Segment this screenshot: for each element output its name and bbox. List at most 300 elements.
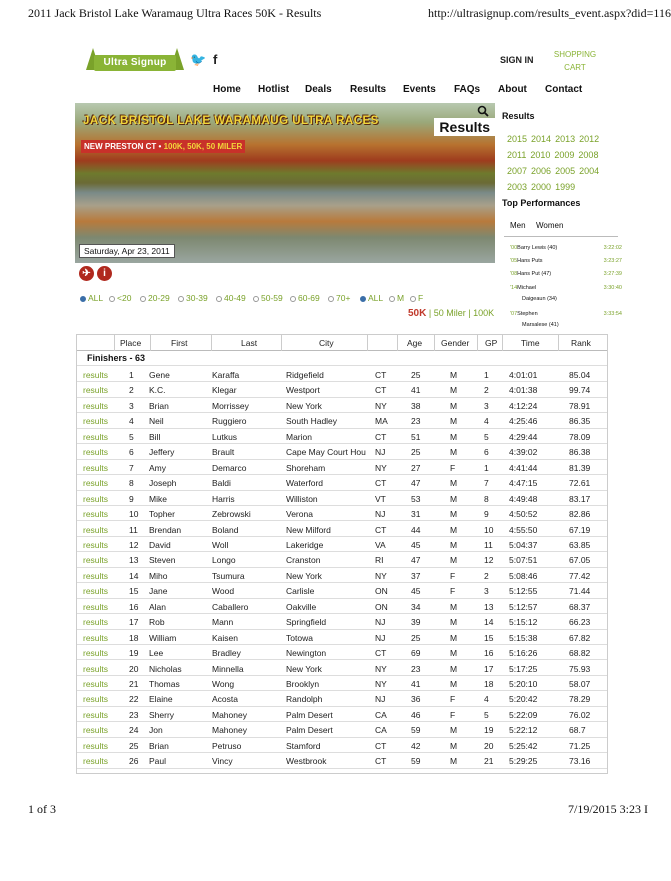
- cell-last-name: Klegar: [212, 385, 237, 396]
- tab-men[interactable]: Men: [510, 221, 526, 230]
- cell-results-link[interactable]: results: [83, 586, 109, 597]
- cell-city: New York: [286, 663, 322, 674]
- cell-last-name: Bradley: [212, 648, 241, 659]
- cell-results-link[interactable]: results: [83, 493, 109, 504]
- cell-age: 45: [411, 539, 421, 550]
- nav-contact[interactable]: Contact: [545, 84, 583, 95]
- cell-gender-place: 11: [484, 539, 493, 550]
- filter-age-40-49[interactable]: 40-49: [216, 293, 246, 303]
- cell-age: 25: [411, 632, 421, 643]
- radio-icon: [410, 296, 416, 302]
- cell-gender-place: 15: [484, 632, 494, 643]
- cell-time: 5:22:09: [509, 709, 538, 720]
- cell-place: 26: [129, 756, 139, 767]
- radio-icon: [178, 296, 184, 302]
- cell-city: Palm Desert: [286, 725, 333, 736]
- cell-last-name: Demarco: [212, 462, 247, 473]
- cell-state: CT: [375, 524, 387, 535]
- cell-rank: 63.85: [569, 539, 591, 550]
- cell-results-link[interactable]: results: [83, 709, 109, 720]
- cell-state: RI: [375, 555, 384, 566]
- cell-results-link[interactable]: results: [83, 694, 109, 705]
- cell-age: 27: [411, 462, 421, 473]
- table-row: [77, 460, 607, 475]
- top-performance-item[interactable]: '07Stephen 3:33:54 Marsalese (41): [510, 311, 622, 328]
- year-link[interactable]: 2006: [531, 166, 552, 176]
- table-row: [77, 568, 607, 583]
- cell-time: 5:22:12: [509, 725, 538, 736]
- cell-rank: 67.05: [569, 555, 591, 566]
- cell-state: VA: [375, 539, 386, 550]
- cell-age: 41: [411, 679, 421, 689]
- cell-gender: M: [450, 385, 458, 396]
- cell-results-link[interactable]: results: [83, 385, 109, 396]
- cell-gender: M: [450, 447, 458, 458]
- cell-age: 36: [411, 694, 421, 705]
- facebook-icon[interactable]: f: [213, 52, 218, 67]
- cell-time: 4:29:44: [509, 431, 538, 442]
- map-icon[interactable]: ✈: [79, 266, 94, 281]
- cell-results-link[interactable]: results: [83, 725, 109, 736]
- table-row: [77, 645, 607, 660]
- cell-state: VT: [375, 493, 386, 504]
- year-link[interactable]: 2015: [507, 134, 528, 144]
- filter-age-70plus[interactable]: 70+: [328, 293, 350, 303]
- cell-last-name: Boland: [212, 524, 239, 535]
- cell-last-name: Harris: [212, 493, 235, 504]
- year-link[interactable]: 2005: [555, 166, 576, 176]
- year-link[interactable]: 2000: [531, 182, 552, 192]
- nav-about[interactable]: About: [498, 84, 527, 95]
- sign-in-link[interactable]: SIGN IN: [500, 55, 534, 65]
- year-link[interactable]: 2009: [554, 150, 575, 160]
- cell-gender-place: 5: [484, 431, 489, 442]
- cell-gender: M: [450, 725, 458, 736]
- cell-rank: 67.19: [569, 524, 591, 535]
- cell-gender-place: 16: [484, 648, 494, 659]
- cell-gender-place: 9: [484, 509, 489, 520]
- cell-results-link[interactable]: results: [83, 756, 109, 767]
- nav-deals[interactable]: Deals: [305, 84, 332, 95]
- table-row: [77, 552, 607, 567]
- cell-rank: 78.09: [569, 431, 591, 442]
- cell-first-name: Brian: [149, 400, 169, 411]
- cell-place: 17: [129, 617, 139, 628]
- radio-icon: [290, 296, 296, 302]
- cell-state: NJ: [375, 617, 386, 628]
- cell-age: 41: [411, 385, 421, 396]
- table-row: [77, 630, 607, 645]
- nav-events[interactable]: Events: [403, 84, 436, 95]
- filter-age-under20[interactable]: <20: [109, 293, 131, 303]
- cell-city: Ridgefield: [286, 370, 324, 380]
- cell-state: CT: [375, 756, 387, 767]
- cell-age: 46: [411, 709, 421, 720]
- distance-separator: |: [428, 308, 432, 318]
- cell-age: 45: [411, 586, 421, 597]
- cell-gender-place: 10: [484, 524, 494, 535]
- cell-state: NY: [375, 679, 387, 689]
- cell-gender: M: [450, 555, 458, 566]
- cell-last-name: Longo: [212, 555, 236, 566]
- cell-first-name: Amy: [149, 462, 166, 473]
- cell-place: 3: [129, 400, 134, 411]
- cell-results-link[interactable]: results: [83, 478, 109, 489]
- cell-gender-place: 7: [484, 478, 489, 489]
- table-row: [77, 522, 607, 537]
- cell-gender: F: [450, 462, 456, 473]
- top-performance-item[interactable]: '00Barry Lewis (40) 3:22:02: [510, 245, 622, 251]
- cell-age: 47: [411, 555, 421, 566]
- cell-city: Cranston: [286, 555, 321, 566]
- cell-results-link[interactable]: results: [83, 679, 109, 689]
- cell-results-link[interactable]: results: [83, 509, 109, 520]
- cell-first-name: Brendan: [149, 524, 182, 535]
- cell-results-link[interactable]: results: [83, 555, 109, 566]
- filter-age-all[interactable]: ALL: [80, 293, 103, 303]
- cell-results-link[interactable]: results: [83, 462, 109, 473]
- col-last[interactable]: Last: [241, 338, 258, 348]
- cell-city: Waterford: [286, 478, 324, 489]
- cell-state: NY: [375, 400, 387, 411]
- year-link[interactable]: 1999: [555, 182, 576, 192]
- table-row: [77, 722, 607, 737]
- cell-first-name: Thomas: [149, 679, 180, 689]
- cell-rank: 68.82: [569, 648, 591, 659]
- cell-time: 5:08:46: [509, 570, 538, 581]
- cell-gender-place: 6: [484, 447, 489, 458]
- nav-results[interactable]: Results: [350, 84, 387, 95]
- print-header: [28, 6, 671, 22]
- year-link[interactable]: 2008: [578, 150, 599, 160]
- cell-time: 5:07:51: [509, 555, 538, 566]
- cell-gender-place: 3: [484, 586, 489, 597]
- cell-rank: 78.29: [569, 694, 591, 705]
- col-time[interactable]: Time: [521, 338, 540, 348]
- cell-age: 23: [411, 663, 421, 674]
- cell-time: 4:39:02: [509, 447, 538, 458]
- cell-time: 5:25:42: [509, 740, 538, 751]
- cell-time: 5:20:42: [509, 694, 538, 705]
- print-page-title: 2011 Jack Bristol Lake Waramaug Ultra Races 50K - Results: [28, 6, 322, 20]
- cell-gender-place: 13: [484, 601, 494, 612]
- cell-age: 53: [411, 493, 421, 504]
- nav-faqs[interactable]: FAQs: [454, 84, 481, 95]
- cell-gender-place: 2: [484, 570, 489, 581]
- cell-gender: M: [450, 524, 458, 535]
- cell-city: Oakville: [286, 601, 317, 612]
- cell-rank: 67.82: [569, 632, 591, 643]
- cell-place: 1: [129, 370, 134, 380]
- cell-city: Lakeridge: [286, 539, 324, 550]
- cell-gender-place: 8: [484, 493, 489, 504]
- year-link[interactable]: 2013: [555, 134, 576, 144]
- cell-first-name: Jane: [149, 586, 168, 597]
- cell-time: 5:29:25: [509, 756, 538, 767]
- filter-age-30-39[interactable]: 30-39: [178, 293, 208, 303]
- cell-city: Shoreham: [286, 462, 326, 473]
- cell-time: 4:55:50: [509, 524, 538, 535]
- cell-city: Palm Desert: [286, 709, 333, 720]
- cell-results-link[interactable]: results: [83, 663, 109, 674]
- cell-gender: M: [450, 632, 458, 643]
- cell-gender: M: [450, 416, 458, 427]
- cell-place: 18: [129, 632, 139, 643]
- nav-hotlist[interactable]: Hotlist: [258, 84, 290, 95]
- cell-results-link[interactable]: results: [83, 416, 109, 427]
- info-icon[interactable]: i: [97, 266, 112, 281]
- cell-rank: 99.74: [569, 385, 591, 396]
- cell-gender-place: 19: [484, 725, 494, 736]
- cell-state: CT: [375, 740, 387, 751]
- cell-last-name: Petruso: [212, 740, 242, 751]
- table-row: [77, 599, 607, 614]
- distance-50k[interactable]: 50K: [408, 308, 427, 319]
- cell-city: Brooklyn: [286, 679, 320, 689]
- table-row: [77, 429, 607, 444]
- cell-city: Verona: [286, 509, 313, 520]
- cell-results-link[interactable]: results: [83, 400, 109, 411]
- cell-last-name: Mahoney: [212, 725, 247, 736]
- table-row: [77, 475, 607, 490]
- year-link[interactable]: 2004: [579, 166, 600, 176]
- cell-results-link[interactable]: results: [83, 570, 109, 581]
- year-link[interactable]: 2012: [579, 134, 600, 144]
- hero-distances: 100K, 50K, 50 MILER: [163, 142, 243, 151]
- col-rank[interactable]: Rank: [571, 338, 591, 348]
- cell-state: NY: [375, 462, 387, 473]
- cell-rank: 68.7: [569, 725, 586, 736]
- distance-50-miler[interactable]: 50 Miler: [433, 308, 466, 318]
- cell-time: 4:01:38: [509, 385, 538, 396]
- table-row: [77, 444, 607, 459]
- cell-city: Stamford: [286, 740, 321, 751]
- filter-age-50-59[interactable]: 50-59: [253, 293, 283, 303]
- top-performance-item[interactable]: '05Hans Puts 3:23:27: [510, 258, 622, 264]
- cell-results-link[interactable]: results: [83, 370, 109, 380]
- cell-gender: M: [450, 601, 458, 612]
- cell-place: 14: [129, 570, 139, 581]
- event-date: Saturday, Apr 23, 2011: [79, 244, 175, 258]
- cell-state: NJ: [375, 509, 386, 520]
- cell-age: 47: [411, 478, 421, 489]
- cell-rank: 58.07: [569, 679, 591, 689]
- cell-last-name: Mahoney: [212, 709, 247, 720]
- cell-first-name: Paul: [149, 756, 167, 767]
- cell-state: NY: [375, 570, 387, 581]
- filter-age-60-69[interactable]: 60-69: [290, 293, 320, 303]
- cell-time: 5:15:12: [509, 617, 538, 628]
- cell-age: 25: [411, 447, 421, 458]
- cell-state: NJ: [375, 694, 386, 705]
- cell-results-link[interactable]: results: [83, 431, 109, 442]
- col-city[interactable]: City: [319, 338, 334, 348]
- col-gender[interactable]: Gender: [441, 338, 470, 348]
- cell-gender: M: [450, 740, 458, 751]
- cell-rank: 83.17: [569, 493, 591, 504]
- cell-place: 10: [129, 509, 139, 520]
- cell-rank: 82.86: [569, 509, 591, 520]
- cell-gender: M: [450, 756, 458, 767]
- cell-gender-place: 1: [484, 370, 489, 380]
- cell-first-name: Steven: [149, 555, 176, 566]
- print-page-number: 1 of 3: [28, 802, 56, 816]
- col-place[interactable]: Place: [120, 338, 142, 348]
- cell-place: 2: [129, 385, 134, 396]
- cell-rank: 73.16: [569, 756, 591, 767]
- filter-gender-all[interactable]: ALL: [360, 293, 383, 303]
- cell-gender: M: [450, 509, 458, 520]
- cell-gender: M: [450, 539, 458, 550]
- ultrasignup-logo[interactable]: [86, 48, 184, 74]
- cell-first-name: Gene: [149, 370, 170, 380]
- top-performance-item[interactable]: '14Michael 3:30:40 Daigeaun (34): [510, 285, 622, 302]
- radio-icon: [389, 296, 395, 302]
- year-link[interactable]: 2011: [507, 150, 527, 160]
- cell-gender: M: [450, 370, 458, 380]
- cell-time: 4:49:48: [509, 493, 538, 504]
- cell-results-link[interactable]: results: [83, 524, 109, 535]
- hero-results-badge: Results: [434, 118, 495, 136]
- print-footer: [28, 802, 648, 818]
- cell-results-link[interactable]: results: [83, 648, 109, 659]
- cell-results-link[interactable]: results: [83, 617, 109, 628]
- cell-city: Carlisle: [286, 586, 315, 597]
- distance-100k[interactable]: 100K: [473, 308, 495, 318]
- distance-separator: |: [468, 308, 471, 318]
- cart-label-line2: CART: [564, 63, 586, 72]
- col-age[interactable]: Age: [407, 338, 423, 348]
- cell-last-name: Morrissey: [212, 400, 249, 411]
- cell-city: Randolph: [286, 694, 323, 705]
- cell-results-link[interactable]: results: [83, 601, 109, 612]
- cell-gender: M: [450, 648, 458, 659]
- cell-time: 5:16:26: [509, 648, 538, 659]
- cell-last-name: Brault: [212, 447, 235, 458]
- cell-last-name: Acosta: [212, 694, 238, 705]
- cell-gender-place: 5: [484, 709, 489, 720]
- cell-last-name: Karaffa: [212, 370, 240, 380]
- cell-state: NY: [375, 663, 387, 674]
- cell-gender-place: 14: [484, 617, 494, 628]
- table-row: [77, 661, 607, 676]
- cell-time: 5:04:37: [509, 539, 538, 550]
- cell-rank: 71.25: [569, 740, 591, 751]
- col-gp[interactable]: GP: [485, 338, 498, 348]
- radio-icon: [328, 296, 334, 302]
- cell-gender: M: [450, 679, 458, 689]
- cell-gender-place: 2: [484, 385, 489, 396]
- nav-home[interactable]: Home: [213, 84, 241, 95]
- cell-results-link[interactable]: results: [83, 447, 109, 458]
- radio-icon: [253, 296, 259, 302]
- cell-gender: F: [450, 586, 456, 597]
- cell-city: Williston: [286, 493, 318, 504]
- cell-first-name: Topher: [149, 509, 175, 520]
- cart-label-line1: SHOPPING: [553, 50, 597, 59]
- cell-first-name: Rob: [149, 617, 165, 628]
- cell-last-name: Kaisen: [212, 632, 238, 643]
- year-link[interactable]: 2003: [507, 182, 528, 192]
- col-first[interactable]: First: [171, 338, 188, 348]
- cell-state: CA: [375, 725, 387, 736]
- table-row: [77, 537, 607, 552]
- cell-age: 51: [411, 431, 421, 442]
- cell-rank: 86.35: [569, 416, 591, 427]
- cell-city: Springfield: [286, 617, 327, 628]
- cell-time: 4:47:15: [509, 478, 538, 489]
- year-link[interactable]: 2010: [530, 150, 551, 160]
- cell-place: 6: [129, 447, 134, 458]
- cell-results-link[interactable]: results: [83, 740, 109, 751]
- search-icon[interactable]: [477, 105, 489, 117]
- cell-city: South Hadley: [286, 416, 338, 427]
- tab-women[interactable]: Women: [536, 221, 564, 230]
- cell-first-name: Neil: [149, 416, 164, 427]
- cell-time: 5:20:10: [509, 679, 538, 689]
- results-years: [507, 131, 622, 195]
- radio-icon: [109, 296, 115, 302]
- filter-gender-m[interactable]: M: [389, 293, 404, 303]
- cell-results-link[interactable]: results: [83, 632, 109, 643]
- hero-location-distances: [81, 140, 245, 153]
- cell-time: 5:12:55: [509, 586, 538, 597]
- cell-age: 34: [411, 601, 421, 612]
- filter-gender-f[interactable]: F: [410, 293, 423, 303]
- cell-last-name: Vincy: [212, 756, 233, 767]
- cell-rank: 78.91: [569, 400, 591, 411]
- cell-time: 5:17:25: [509, 663, 538, 674]
- cell-gender: M: [450, 663, 458, 674]
- hero-location: NEW PRESTON CT: [84, 142, 157, 151]
- logo-text: Ultra Signup: [94, 55, 176, 71]
- cell-state: ON: [375, 586, 388, 597]
- cell-age: 38: [411, 400, 421, 411]
- cell-rank: 72.61: [569, 478, 591, 489]
- cell-gender: M: [450, 431, 458, 442]
- cell-last-name: Wood: [212, 586, 235, 597]
- print-date: 7/19/2015 3:23 I: [568, 802, 648, 816]
- cell-state: MA: [375, 416, 388, 427]
- cell-age: 69: [411, 648, 421, 659]
- cell-results-link[interactable]: results: [83, 539, 109, 550]
- cell-first-name: David: [149, 539, 171, 550]
- table-row: [77, 491, 607, 506]
- cell-age: 31: [411, 509, 421, 520]
- shopping-cart-link[interactable]: [552, 48, 598, 74]
- table-row: [77, 753, 607, 768]
- year-link[interactable]: 2014: [531, 134, 552, 144]
- table-row: [77, 614, 607, 629]
- cell-last-name: Minnella: [212, 663, 244, 674]
- cell-first-name: Sherry: [149, 709, 175, 720]
- sidebar-results-heading: Results: [502, 111, 535, 121]
- cell-last-name: Zebrowski: [212, 509, 251, 520]
- cell-age: 59: [411, 725, 421, 736]
- tabs-divider: [504, 236, 618, 237]
- cell-rank: 66.23: [569, 617, 591, 628]
- twitter-icon[interactable]: 🐦: [190, 52, 207, 67]
- cell-gender-place: 3: [484, 400, 489, 411]
- year-link[interactable]: 2007: [507, 166, 528, 176]
- filter-age-20-29[interactable]: 20-29: [140, 293, 170, 303]
- cell-time: 4:50:52: [509, 509, 538, 520]
- cell-state: CT: [375, 385, 387, 396]
- cell-gender-place: 20: [484, 740, 494, 751]
- finishers-count: Finishers - 63: [87, 353, 146, 363]
- top-performance-item[interactable]: '08Hans Put (47) 3:27:39: [510, 271, 622, 277]
- cell-state: CT: [375, 648, 387, 659]
